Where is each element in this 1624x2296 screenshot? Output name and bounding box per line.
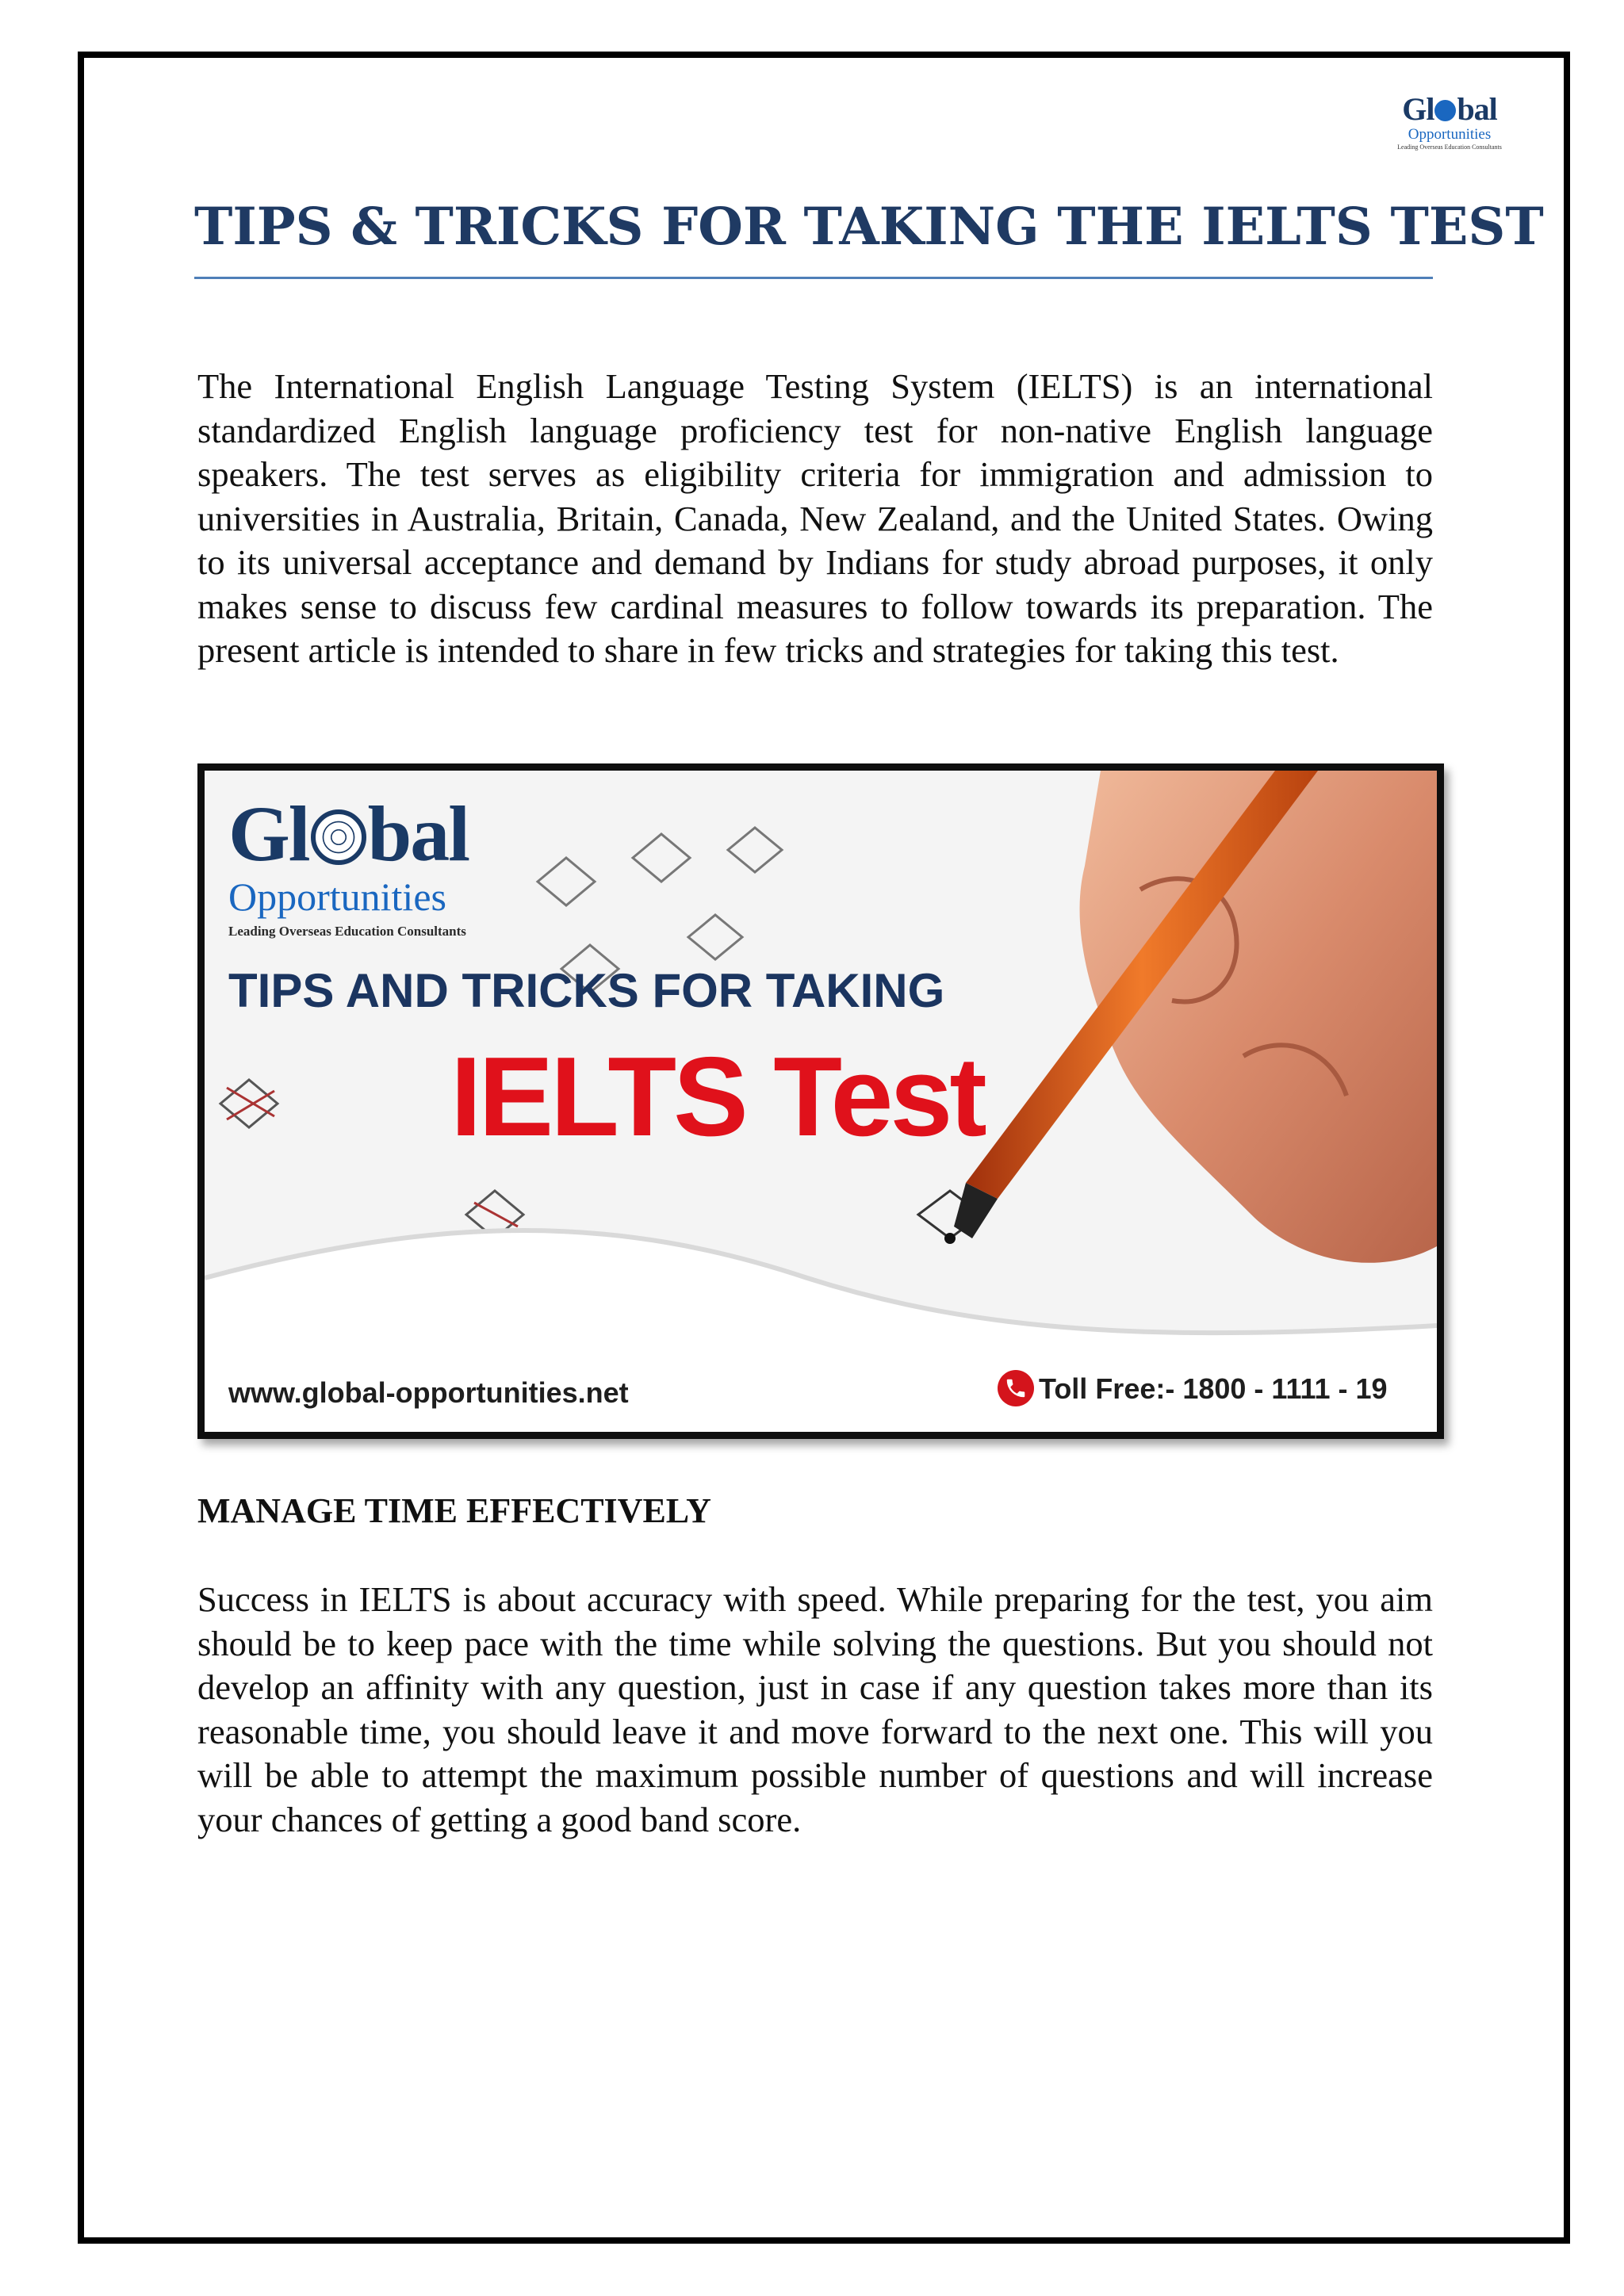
banner-logo [228,790,469,939]
logo-brand-end: bal [1457,91,1497,127]
banner-logo-tagline: Leading Overseas Education Consultants [228,924,466,939]
logo-subtitle: Opportunities [1408,126,1492,143]
banner-heading: TIPS AND TRICKS FOR TAKING [228,964,945,1017]
intro-paragraph: The International English Language Testing System (IELTS) is an international standardized English language proficiency test for non-native English language speakers. The test serves as eligibility criteria for immigration and admission to universities in Australia, Britain, Canada, New Zealand, and the United States. Owing to its universal acceptance and demand by Indians for study abroad purposes, it only makes sense to discuss few cardinal measures to follow towards its preparation. The present article is intended to share in few tricks and strategies for taking this test. [197,366,1433,670]
banner-phone [998,1370,1388,1406]
banner-logo-subtitle: Opportunities [228,874,446,919]
globe-icon [1434,100,1456,121]
ielts-banner-image [197,763,1444,1439]
logo-tagline: Leading Overseas Education Consultants [1397,144,1502,151]
globe-icon [311,809,366,865]
section-paragraph: Success in IELTS is about accuracy with speed. While preparing for the test, you aim should be to keep pace with the time while solving the questions. But you should not develop an affinity with any question, just in case if any question takes more than its reasonable time, you should leave it and move forward to the next one. This will you will be able to attempt the maximum possible number of questions and will increase your chances of getting a good band score. [197,1579,1433,1839]
banner-url: www.global-opportunities.net [228,1376,629,1409]
section-heading: MANAGE TIME EFFECTIVELY [197,1491,711,1530]
phone-icon [998,1370,1034,1406]
logo-brand-start: Gl [1402,91,1434,127]
banner-brand-start: Gl [228,790,309,878]
banner-brand-end: bal [367,790,469,878]
banner-phone-text: Toll Free:- 1800 - 1111 - 19 [1039,1372,1388,1405]
title-underline [194,277,1433,279]
page-title: TIPS & TRICKS FOR TAKING THE IELTS TEST [194,197,1544,257]
banner-subject: IELTS Test [450,1034,984,1160]
global-opportunities-logo [1394,91,1505,151]
